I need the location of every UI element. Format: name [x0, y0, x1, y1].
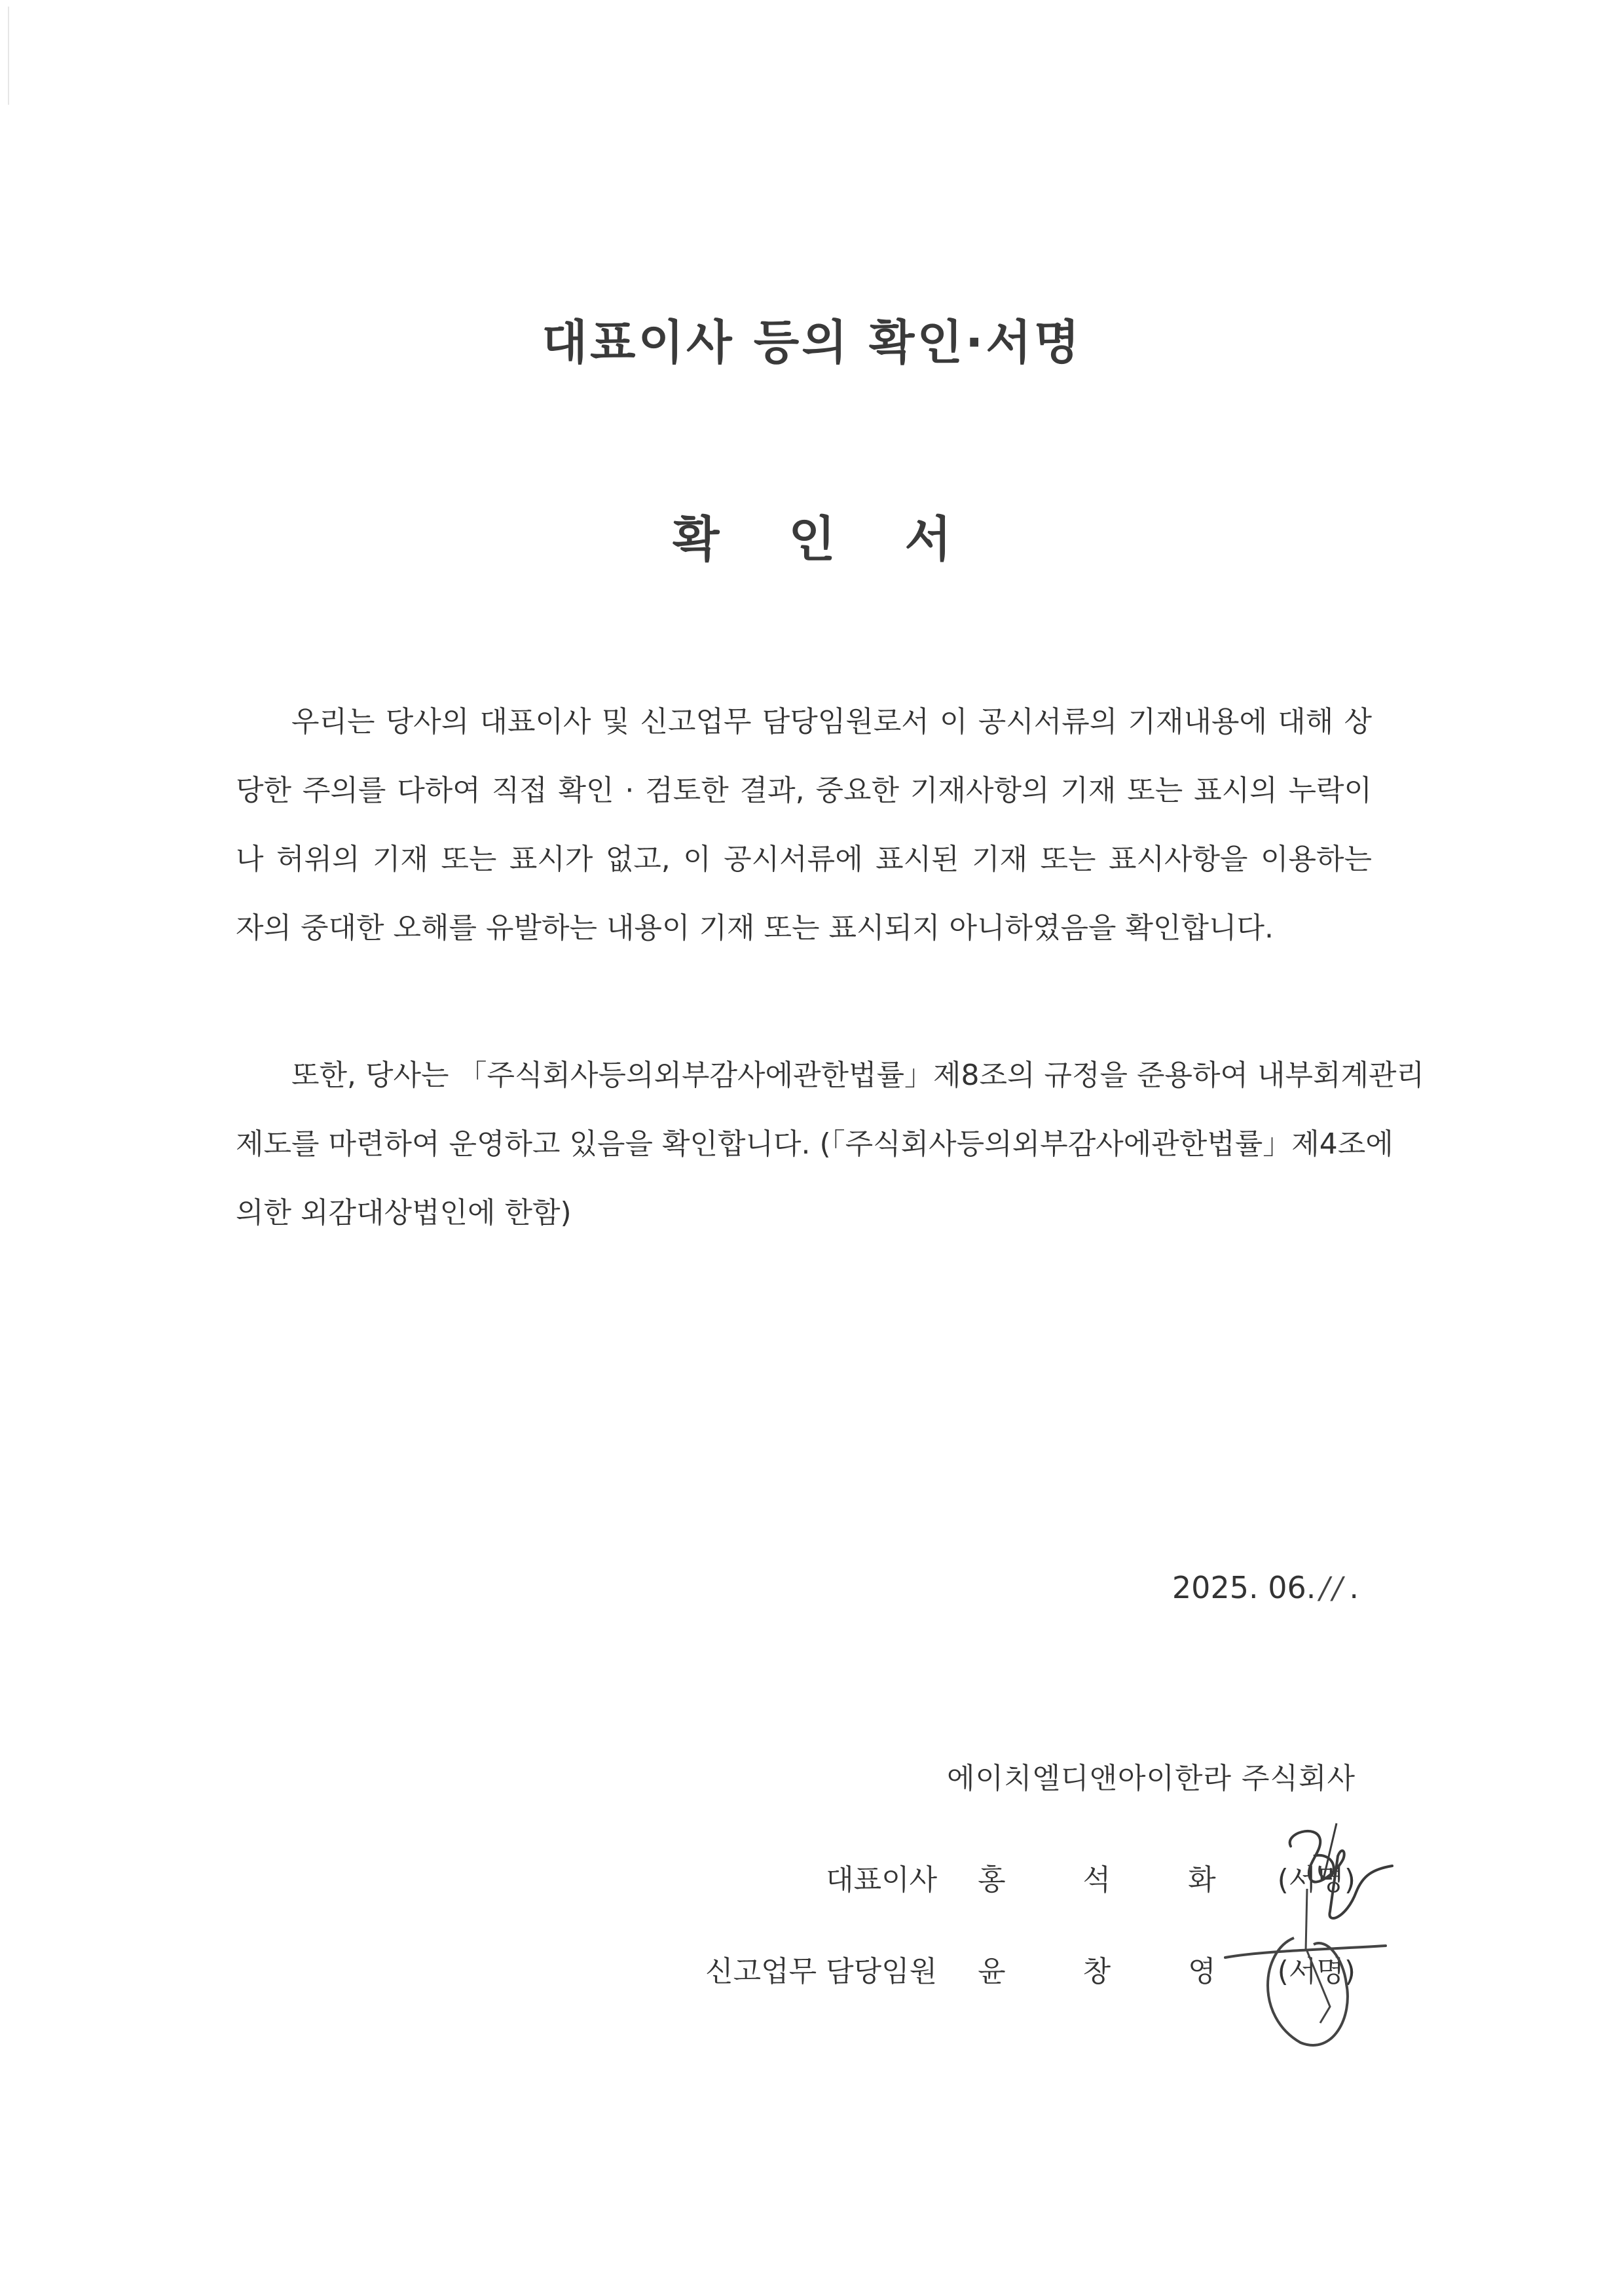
officer-name: 윤 창 영	[978, 1955, 1250, 1988]
officer-signature-line	[705, 1948, 1356, 1990]
paragraph-line: 의한 외감대상법인에 한함)	[236, 1196, 572, 1230]
representative-sign-mark	[1278, 1856, 1356, 1898]
scan-edge-artifact	[8, 7, 9, 105]
representative-name: 홍 석 화	[978, 1863, 1250, 1897]
company-name: 에이치엘디앤아이한라 주식회사	[946, 1762, 1356, 1795]
signing-date	[1172, 1570, 1359, 1605]
officer-sign-mark	[1278, 1948, 1356, 1990]
paragraph-line: 제도를 마련하여 운영하고 있음을 확인합니다. (「주식회사등의외부감사에관한법률」제4조에	[236, 1127, 1393, 1161]
paragraph-line: 우리는 당사의 대표이사 및 신고업무 담당임원로서 이 공시서류의 기재내용에 대해 상	[291, 705, 1372, 738]
date-printed: 2025. 06.	[1172, 1570, 1316, 1605]
confirmation-paragraph	[236, 687, 1372, 962]
paragraph-line: 나 허위의 기재 또는 표시가 없고, 이 공시서류에 표시된 기재 또는 표시사항을 이용하는	[236, 843, 1372, 876]
internal-control-paragraph	[236, 1041, 1425, 1247]
paragraph-line: 또한, 당사는 「주식회사등의외부감사에관한법률」제8조의 규정을 준용하여 내부회계관리	[291, 1059, 1425, 1092]
paragraph-line: 당한 주의를 다하여 직접 확인 · 검토한 결과, 중요한 기재사항의 기재 또는 표시의 누락이	[236, 774, 1372, 807]
document-title: 대표이사 등의 확인·서명	[542, 315, 1082, 370]
document-subtitle: 확 인 서	[673, 511, 978, 568]
date-suffix: .	[1349, 1570, 1359, 1605]
officer-role: 신고업무 담당임원	[705, 1955, 938, 1988]
sign-label: (서명)	[1277, 1955, 1356, 1988]
date-handwritten-day: //	[1320, 1570, 1346, 1605]
representative-signature-line	[826, 1856, 1356, 1898]
representative-role: 대표이사	[826, 1863, 938, 1897]
paragraph-line: 자의 중대한 오해를 유발하는 내용이 기재 또는 표시되지 아니하였음을 확인합니다.	[236, 911, 1274, 945]
sign-label: (서명)	[1277, 1863, 1356, 1897]
